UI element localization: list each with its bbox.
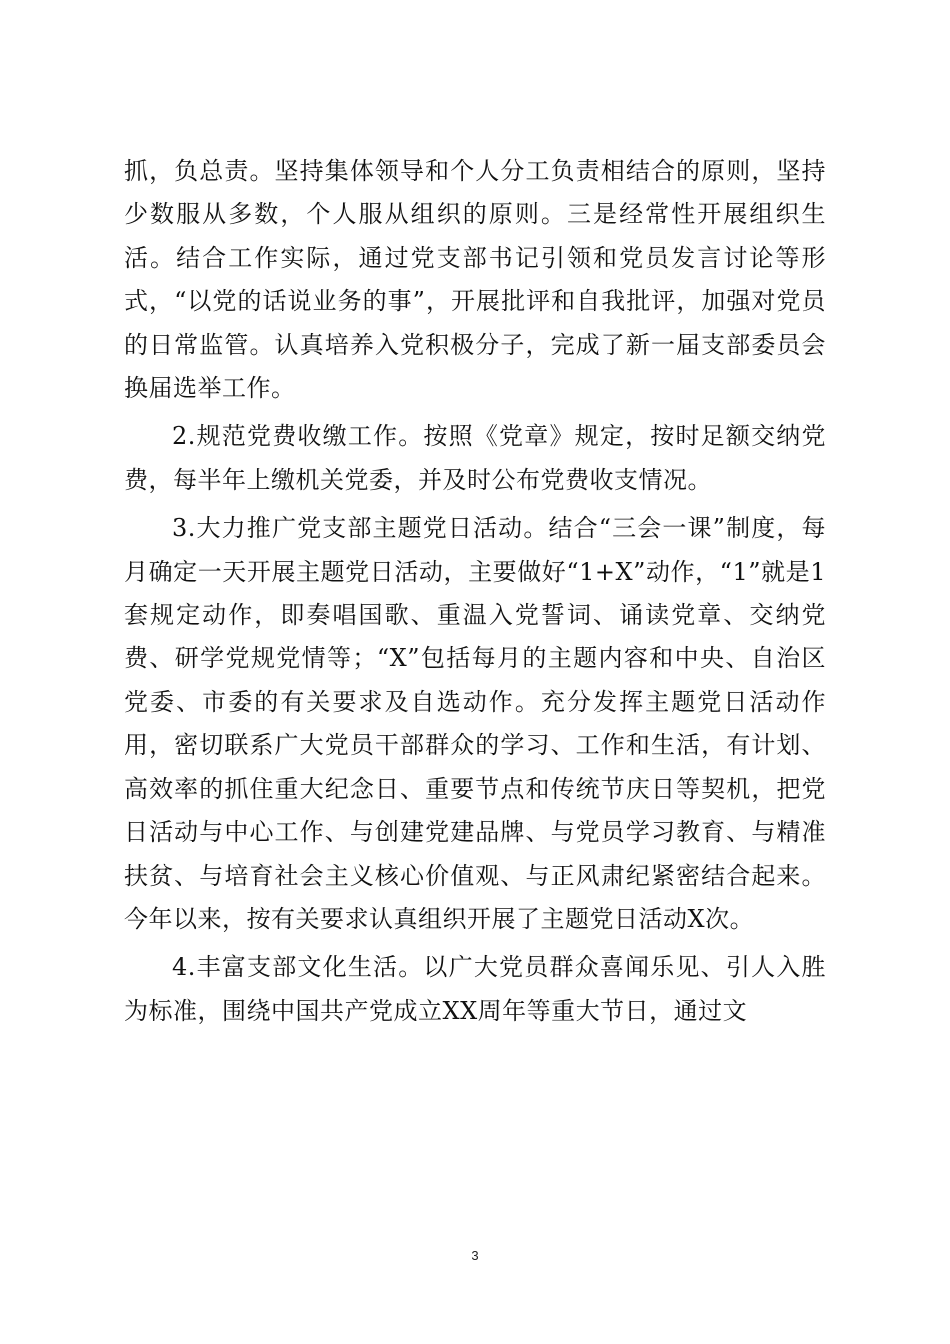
paragraph-continuation: 抓，负总责。坚持集体领导和个人分工负责相结合的原则，坚持少数服从多数，个人服从组织的原则。三是经常性开展组织生活。结合工作实际，通过党支部书记引领和党员发言讨论等形式，“以党的话说业务的事”，开展批评和自我批评，加强对党员的日常监管。认真培养入党积极分子，完成了新一届支部委员会换届选举工作。: [124, 157, 826, 403]
paragraph-party-dues: 2.规范党费收缴工作。按照《党章》规定，按时足额交纳党费，每半年上缴机关党委，并及时公布党费收支情况。: [124, 422, 826, 494]
document-body: [124, 150, 826, 1033]
paragraph-theme-party-day: 3.大力推广党支部主题党日活动。结合“三会一课”制度，每月确定一天开展主题党日活动，主要做好“1+X”动作，“1”就是1套规定动作，即奏唱国歌、重温入党誓词、诵读党章、交纳党费、研学党规党情等；“X”包括每月的主题内容和中央、自治区党委、市委的有关要求及自选动作。充分发挥主题党日活动作用，密切联系广大党员干部群众的学习、工作和生活，有计划、高效率的抓住重大纪念日、重要节点和传统节庆日等契机，把党日活动与中心工作、与创建党建品牌、与党员学习教育、与精准扶贫、与培育社会主义核心价值观、与正风肃纪紧密结合起来。今年以来，按有关要求认真组织开展了主题党日活动X次。: [124, 514, 826, 933]
paragraph-cultural-life: 4.丰富支部文化生活。以广大党员群众喜闻乐见、引人入胜为标准，围绕中国共产党成立XX周年等重大节日，通过文: [124, 953, 826, 1025]
page-number: 3: [471, 1248, 479, 1263]
